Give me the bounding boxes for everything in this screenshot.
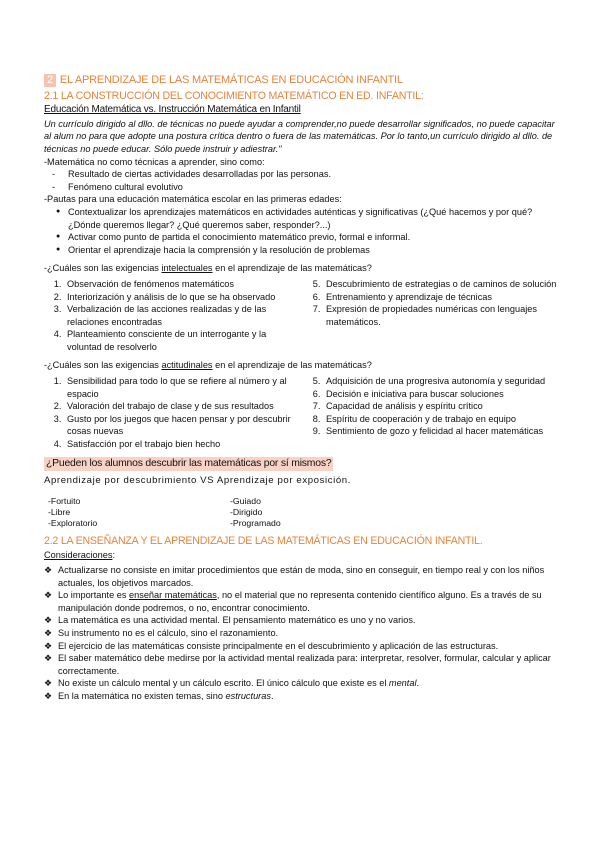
list-item	[44, 589, 562, 614]
consideraciones-colon: :	[112, 550, 115, 561]
text-italic: mental	[388, 678, 417, 689]
section-heading-2-2: 2.2 LA ENSEÑANZA Y EL APRENDIZAJE DE LAS MATEMÁTICAS EN EDUCACIÓN INFANTIL.	[44, 534, 483, 547]
text-italic: estructuras	[225, 690, 271, 701]
intelectuales-list-left	[44, 278, 303, 354]
text: , no el material que no representa contenido científico alguno. Es a través de su manipulación donde podremos, o no, encontrar conocimiento.	[58, 590, 542, 613]
list-item: ❖ El ejercicio de las matemáticas consiste principalmente en el descubrimiento y aplicación de las estructuras.	[44, 640, 562, 653]
section-heading-main	[44, 74, 562, 87]
list-item: 7. Capacidad de análisis y espíritu crítico	[323, 400, 562, 413]
list-item: -Fortuito	[48, 495, 81, 506]
list-item: -Dirigido	[230, 506, 263, 517]
list-item: -Guiado	[230, 495, 261, 506]
aprendizaje-types	[48, 496, 562, 529]
list-item: ● Activar como punto de partida el conocimiento matemático previo, formal e informal.	[56, 231, 562, 244]
actitudinales-list-left	[44, 375, 303, 451]
list-item: ❖ Su instrumento no es el cálculo, sino el razonamiento.	[44, 627, 562, 640]
consideraciones-label-line	[44, 549, 562, 562]
list-item	[44, 690, 562, 703]
actitudinales-columns	[44, 375, 562, 451]
list-item: 5. Descubrimiento de estrategias o de caminos de solución	[323, 278, 562, 291]
list-item: -Exploratorio	[48, 517, 98, 528]
matematica-list	[52, 168, 562, 193]
text: Lo importante es	[58, 590, 129, 601]
consideraciones-list	[44, 564, 562, 703]
list-item: ❖ Actualizarse no consiste en imitar procedimientos que están de moda, sino en conseguir, en tiempo real y con los niños actuales, los objetivos marcados.	[44, 564, 562, 589]
list-item: 8. Espíritu de cooperación y de trabajo en equipo	[323, 413, 562, 426]
list-item: 5. Adquisición de una progresiva autonomía y seguridad	[323, 375, 562, 388]
list-item: 1. Observación de fenómenos matemáticos	[64, 278, 303, 291]
section-title: EL APRENDIZAJE DE LAS MATEMÁTICAS EN EDUCACIÓN INFANTIL	[59, 74, 403, 86]
list-item: 1. Sensibilidad para todo lo que se refiere al número y al espacio	[64, 375, 303, 400]
list-item: ❖ El saber matemático debe medirse por la actividad mental realizada para: interpretar, resolver, formular, calcular y aplicar correctamente.	[44, 652, 562, 677]
question-prefix: -¿Cuáles son las exigencias	[44, 263, 162, 274]
list-item: 4. Satisfacción por el trabajo bien hecho	[64, 438, 303, 451]
list-item: 4. Planteamiento consciente de un interrogante y la voluntad de resolverlo	[64, 328, 303, 353]
list-item: ❖ La matemática es una actividad mental. El pensamiento matemático es uno y no varios.	[44, 614, 562, 627]
text-underlined: enseñar matemáticas	[129, 590, 217, 601]
intelectuales-question	[44, 262, 562, 275]
list-item: ● Orientar el aprendizaje hacia la comprensión y la resolución de problemas	[56, 244, 562, 257]
quote-paragraph: Un currículo dirigido al dllo. de técnicas no puede ayudar a comprender,no puede desarrollar significados, no puede capacitar al alum no para que adopte una postura crítica dentro o fuera de las matemáticas. Por lo tanto,un currículo dirigido al dllo. de técnicas no puede educar. Sólo puede instruir y adiestrar."	[44, 118, 555, 154]
exposicion-column	[230, 496, 412, 529]
list-item: 3. Gusto por los juegos que hacen pensar y por descubrir cosas nuevas	[64, 413, 303, 438]
intelectuales-list-right	[303, 278, 562, 328]
pautas-intro: -Pautas para una educación matemática escolar en las primeras edades:	[44, 194, 342, 205]
list-item: 9. Sentimiento de gozo y felicidad al hacer matemáticas	[323, 425, 562, 438]
list-item: 7. Expresión de propiedades numéricas con lenguajes matemáticos.	[323, 303, 562, 328]
actitudinales-question	[44, 359, 562, 372]
text: .	[270, 690, 274, 701]
list-item: -Programado	[230, 517, 281, 528]
text: En la matemática no existen temas, sino	[58, 690, 226, 701]
descubrir-heading: ¿Pueden los alumnos descubrir las matemáticas por sí mismos?	[44, 457, 333, 472]
list-item: 2. Valoración del trabajo de clase y de sus resultados	[64, 400, 303, 413]
list-item	[44, 677, 562, 690]
list-item: 6. Decisión e iniciativa para buscar soluciones	[323, 388, 562, 401]
list-item: - Resultado de ciertas actividades desarrolladas por las personas.	[52, 168, 562, 181]
list-item: - Fenómeno cultural evolutivo	[52, 181, 562, 194]
subheading-educacion-vs-instruccion: Educación Matemática vs. Instrucción Matemática en Infantil	[44, 104, 301, 116]
question-suffix: en el aprendizaje de las matemáticas?	[212, 360, 372, 371]
matematica-intro: -Matemática no como técnicas a aprender, sino como:	[44, 156, 265, 167]
consideraciones-label: Consideraciones	[44, 550, 113, 561]
list-item: 2. Interiorización y análisis de lo que se ha observado	[64, 291, 303, 304]
section-number: 2	[44, 74, 56, 87]
question-keyword: actitudinales	[161, 360, 213, 371]
list-item: 6. Entrenamiento y aprendizaje de técnicas	[323, 291, 562, 304]
descubrimiento-column	[48, 496, 230, 529]
text: No existe un cálculo mental y un cálculo escrito. El único cálculo que existe es el	[58, 678, 389, 689]
list-item: ● Contextualizar los aprendizajes matemáticos en actividades auténticas y significativas (¿Qué hacemos y por qué? ¿Dónde queremos llegar? ¿Qué queremos saber, responder?...)	[56, 206, 562, 231]
question-keyword: intelectuales	[161, 263, 213, 274]
document-content	[44, 74, 562, 703]
list-item: -Libre	[48, 506, 71, 517]
list-item: 3. Verbalización de las acciones realizadas y de las relaciones encontradas	[64, 303, 303, 328]
section-heading-2-1: 2.1 LA CONSTRUCCIÓN DEL CONOCIMIENTO MATEMÁTICO EN ED. INFANTIL:	[44, 89, 424, 102]
question-prefix: -¿Cuáles son las exigencias	[44, 360, 162, 371]
pautas-list	[56, 206, 562, 256]
actitudinales-list-right	[303, 375, 562, 438]
intelectuales-columns	[44, 278, 562, 354]
text: .	[416, 678, 420, 689]
descubrimiento-vs-exposicion: Aprendizaje por descubrimiento VS Aprendizaje por exposición.	[44, 475, 351, 487]
question-suffix: en el aprendizaje de las matemáticas?	[212, 263, 372, 274]
